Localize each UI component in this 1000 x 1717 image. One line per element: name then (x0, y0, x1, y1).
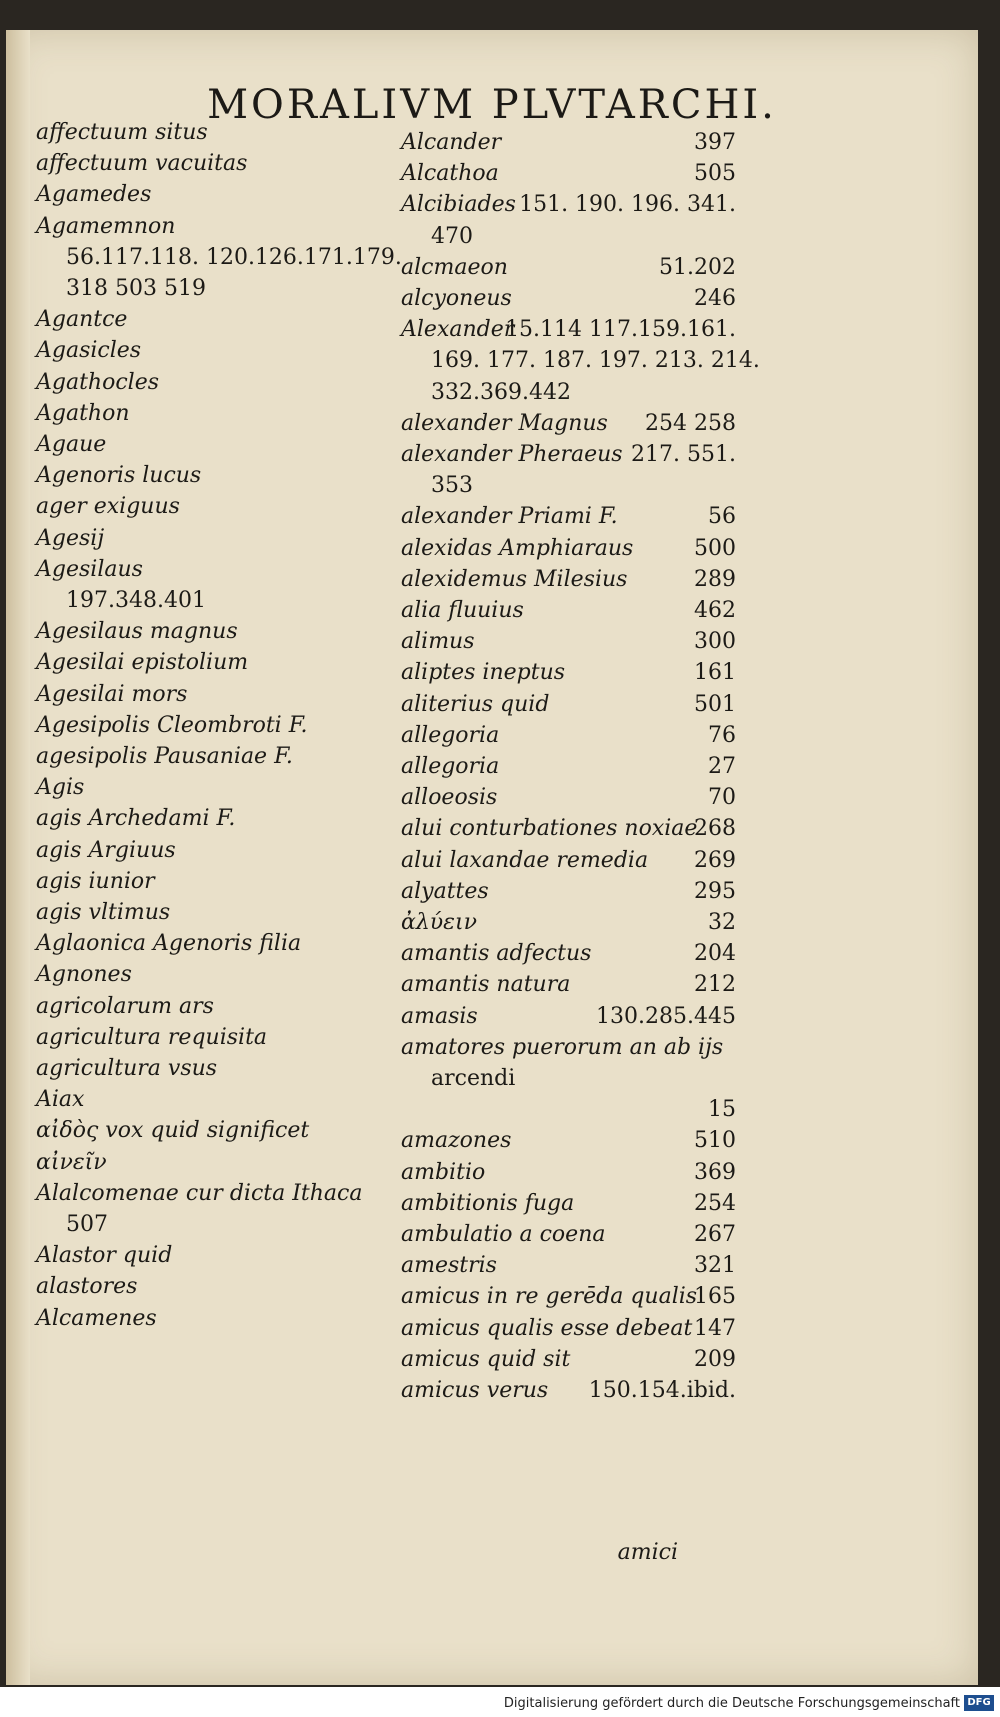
index-entry-pages: 505 (694, 161, 736, 187)
index-entry-term: Agantce (36, 307, 128, 333)
index-entry-pages: 32 (708, 910, 736, 935)
index-entry-term: amicus quid sit (401, 1346, 571, 1372)
index-entry-continuation: 470 (431, 223, 473, 249)
index-entry-pages: 267 (694, 1222, 736, 1247)
index-entry-term: amicus qualis esse debeat (401, 1315, 693, 1341)
index-entry-term: agis Archedami F. (36, 806, 236, 832)
index-entry-pages: 397 (694, 130, 736, 155)
index-entry-pages: 295 (694, 878, 736, 904)
index-entry-term: Agathon (36, 400, 130, 426)
index-entry-term: alloeosis (401, 785, 498, 811)
index-entry-term: amantis natura (401, 972, 571, 998)
index-entry-pages: 254 (694, 1190, 736, 1216)
index-entry-term: alexander Priami F. (401, 504, 618, 530)
index-entry-term: Agasicles (36, 338, 142, 364)
index-entry-term: ambitionis fuga (401, 1190, 575, 1216)
index-entry-continuation: arcendi (431, 1066, 516, 1091)
index-entry-term: amestris (401, 1253, 497, 1279)
index-entry-term: ambulatio a coena (401, 1222, 606, 1247)
dfg-logo: DFG (964, 1695, 994, 1711)
index-entry-term: amantis adfectus (401, 941, 592, 967)
index-entry-term: allegoria (401, 722, 500, 748)
index-entry-continuation: 507 (66, 1212, 108, 1237)
index-entry-pages: 27 (708, 754, 736, 779)
index-entry-term: Agamedes (36, 182, 152, 208)
index-entry-term: ἀλύειν (401, 910, 477, 935)
index-entry-term: alastores (36, 1274, 138, 1300)
index-entry-term: Agenoris lucus (36, 463, 202, 489)
footer-credit: Digitalisierung gefördert durch die Deutsche Forschungsgemeinschaft (503, 1696, 960, 1711)
index-entry-pages: 212 (694, 972, 736, 998)
index-entry-pages: 204 (694, 941, 736, 967)
index-entry-term: agricolarum ars (36, 993, 214, 1019)
catchword: amici (617, 1540, 678, 1565)
index-entry-term: Agesilai mors (36, 681, 188, 707)
page-header: MORALIVM PLVTARCHI. (207, 82, 777, 128)
index-entry-term: ager exiguus (36, 494, 180, 520)
index-entry-term: amicus verus (401, 1378, 549, 1403)
index-entry-pages: 217. 551. (631, 442, 736, 467)
index-entry-term: amasis (401, 1003, 478, 1029)
index-entry-term: Agesipolis Cleombroti F. (36, 712, 308, 738)
index-entry-term: allegoria (401, 754, 500, 779)
index-entry-term: agesipolis Pausaniae F. (36, 744, 293, 769)
index-entry-pages: 76 (708, 722, 736, 748)
index-entry-continuation: 169. 177. 187. 197. 213. 214. (431, 348, 760, 374)
index-entry-term: amicus in re gerēda qualis (401, 1284, 698, 1310)
index-entry-pages: 300 (694, 629, 736, 655)
index-entry-term: Agathocles (36, 369, 160, 395)
index-entry-term: Alexander (401, 317, 515, 343)
index-entry-continuation: 332.369.442 (431, 379, 571, 405)
index-entry-term: alexander Magnus (401, 410, 608, 436)
index-entry-pages: 147 (694, 1315, 736, 1341)
index-entry-term: alexidas Amphiaraus (401, 535, 634, 561)
index-entry-term: Alcander (401, 130, 502, 155)
index-entry-term: agis Argiuus (36, 837, 176, 863)
index-entry-pages: 501 (694, 691, 736, 717)
index-entry-term: Agesilaus magnus (36, 619, 238, 645)
index-entry-term: alyattes (401, 878, 489, 904)
index-entry-term: amazones (401, 1128, 512, 1154)
index-entry-term: Alcibiades (401, 192, 516, 218)
index-entry-term: alexander Pheraeus (401, 442, 623, 467)
index-entry-term: Agaue (36, 432, 107, 457)
index-entry-pages: 268 (694, 816, 736, 842)
index-entry-pages: 151. 190. 196. 341. (519, 192, 736, 218)
index-entry-pages: 269 (694, 847, 736, 873)
index-entry-pages: 246 (694, 286, 736, 311)
index-entry-term: alimus (401, 629, 475, 655)
index-entry-term: agricultura vsus (36, 1056, 218, 1081)
index-entry-term: alexidemus Milesius (401, 566, 628, 592)
index-entry-term: Aiax (36, 1087, 85, 1113)
index-entry-term: Agesilai epistolium (36, 650, 249, 676)
index-entry-pages: 500 (694, 535, 736, 561)
index-entry-term: aliterius quid (401, 691, 550, 717)
index-entry-continuation: 197.348.401 (66, 588, 206, 613)
index-entry-term: alia fluuius (401, 598, 524, 623)
index-entry-term: agis iunior (36, 868, 155, 894)
index-entry-term: Agnones (36, 962, 132, 988)
index-entry-continuation: 318 503 519 (66, 276, 206, 301)
index-entry-term: Alcamenes (36, 1305, 157, 1331)
index-entry-continuation: 56.117.118. 120.126.171.179. (66, 244, 402, 270)
index-entry-pages: 321 (694, 1253, 736, 1279)
index-entry-pages: 462 (694, 598, 736, 623)
index-entry-term: agricultura requisita (36, 1024, 268, 1050)
index-entry-continuation: 353 (431, 473, 473, 499)
book-page (6, 30, 978, 1685)
index-entry-pages: 165 (694, 1284, 736, 1310)
index-entry-pages: 254 258 (645, 410, 736, 436)
index-entry-pages: 130.285.445 (596, 1003, 736, 1029)
index-entry-term: Aglaonica Agenoris filia (36, 931, 302, 957)
index-entry-term: alui laxandae remedia (401, 847, 649, 873)
index-entry-term: agis vltimus (36, 900, 171, 925)
index-entry-pages: 15.114 117.159.161. (505, 317, 736, 343)
index-entry-pages: 209 (694, 1346, 736, 1372)
index-entry-pages: 161 (694, 660, 736, 686)
index-entry-pages: 510 (694, 1128, 736, 1154)
index-entry-term: alcmaeon (401, 254, 508, 280)
footer-bar (0, 1687, 1000, 1717)
index-entry-term: affectuum vacuitas (36, 151, 248, 177)
index-entry-term: alui conturbationes noxiae (401, 816, 698, 842)
index-entry-term: Alalcomenae cur dicta Ithaca (36, 1180, 363, 1206)
index-entry-pages: 56 (708, 504, 736, 530)
index-entry-pages: 289 (694, 566, 736, 592)
index-entry-term: Alastor quid (36, 1243, 173, 1269)
index-entry-term: ambitio (401, 1159, 486, 1185)
index-entry-term: alcyoneus (401, 286, 512, 311)
index-entry-pages: 70 (708, 785, 736, 811)
index-entry-term: Agis (36, 775, 85, 801)
index-entry-pages: 15 (708, 1097, 736, 1123)
index-entry-pages: 369 (694, 1159, 736, 1185)
index-entry-term: Agesilaus (36, 556, 143, 582)
index-entry-term: αἰδὸς vox quid significet (36, 1118, 310, 1144)
index-entry-term: affectuum situs (36, 120, 208, 145)
index-entry-term: αἰνεῖν (36, 1149, 107, 1175)
index-entry-term: Agamemnon (36, 213, 176, 239)
index-entry-term: amatores puerorum an ab ijs (401, 1034, 724, 1060)
page-gutter (6, 30, 30, 1685)
index-entry-term: Agesij (36, 525, 105, 551)
index-entry-term: aliptes ineptus (401, 660, 566, 686)
index-entry-term: Alcathoa (401, 161, 499, 187)
index-entry-pages: 150.154.ibid. (588, 1378, 736, 1403)
index-entry-pages: 51.202 (659, 254, 736, 280)
